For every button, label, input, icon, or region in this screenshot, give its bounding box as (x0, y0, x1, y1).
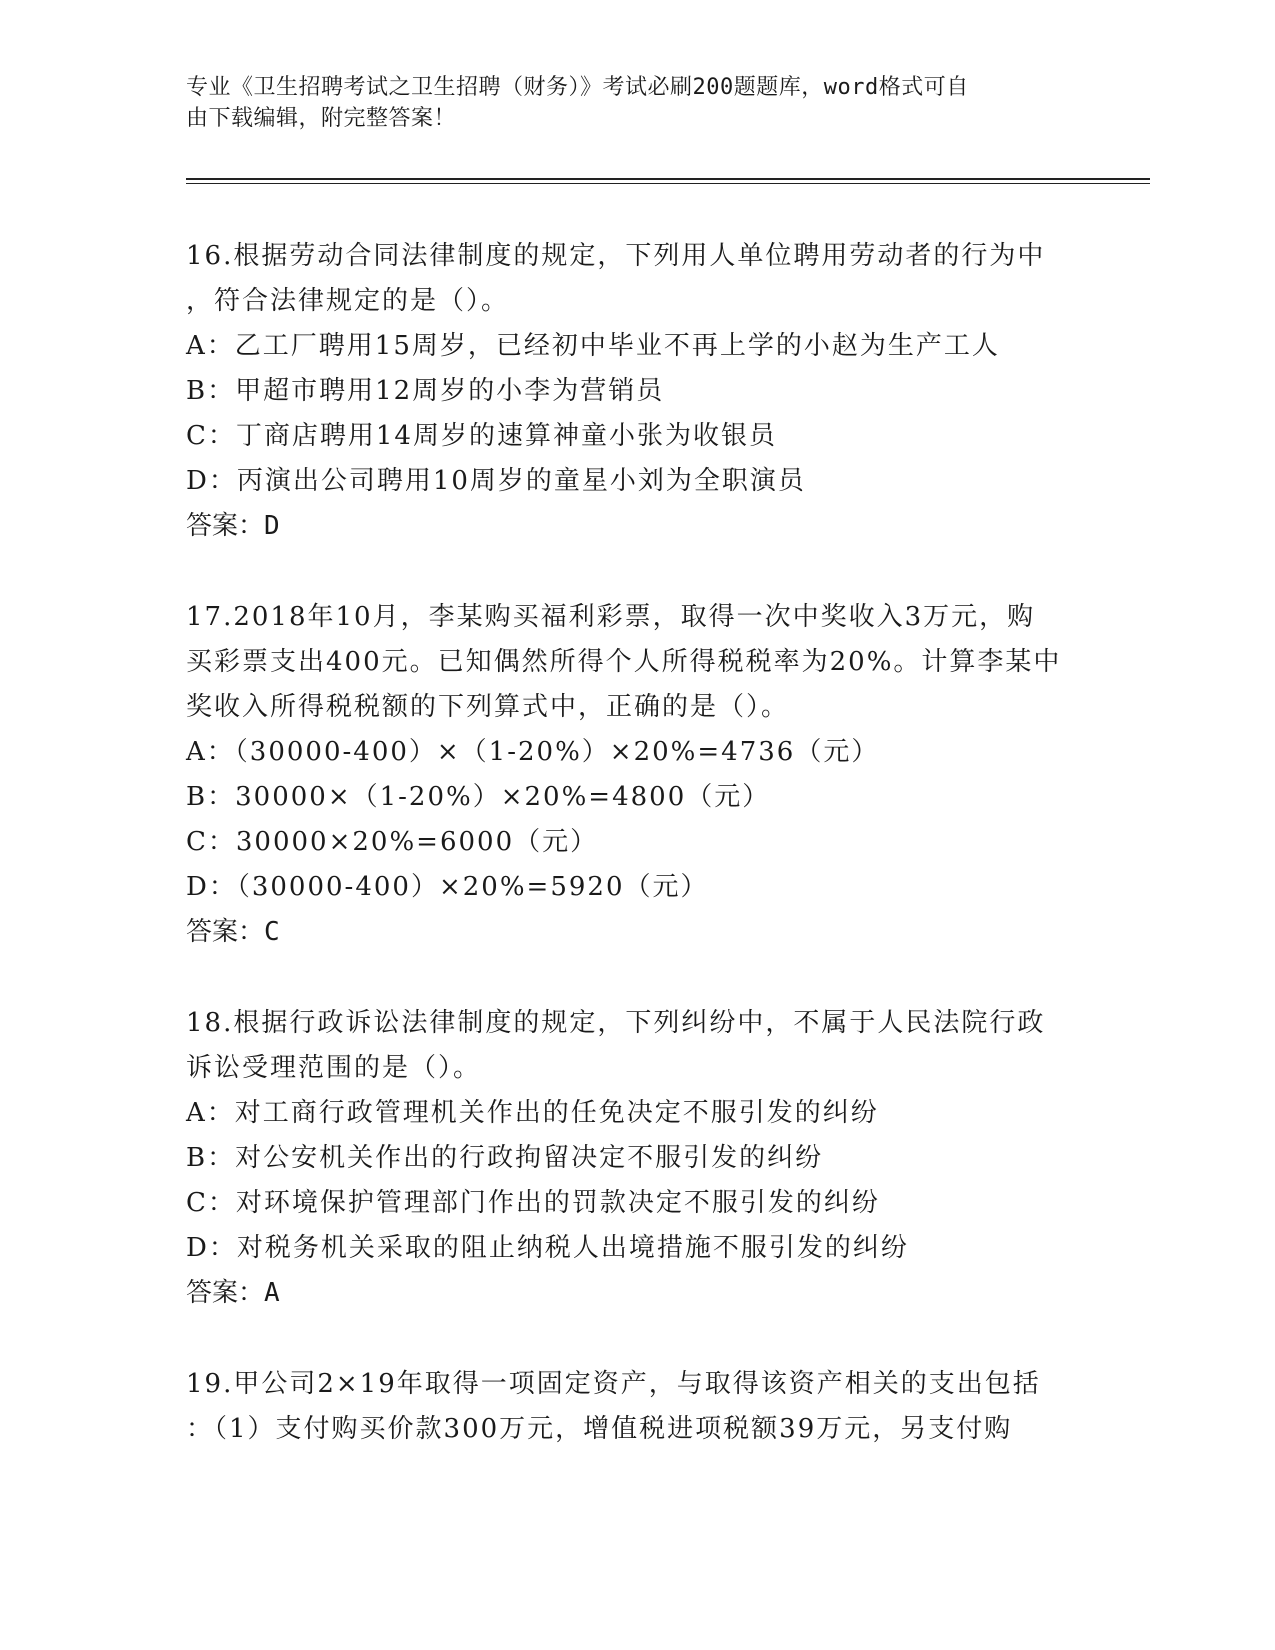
option-a: A：对工商行政管理机关作出的任免决定不服引发的纠纷 (186, 1098, 879, 1128)
option-c: C：丁商店聘用14周岁的速算神童小张为收银员 (186, 421, 777, 451)
option-d: D：（30000-400）×20%=5920（元） (186, 872, 709, 902)
question-stem: 18.根据行政诉讼法律制度的规定，下列纠纷中，不属于人民法院行政 (186, 1008, 1046, 1038)
question-stem: 买彩票支出400元。已知偶然所得个人所得税税率为20%。计算李某中 (186, 647, 1062, 677)
question-stem: 17.2018年10月，李某购买福利彩票，取得一次中奖收入3万元，购 (186, 602, 1036, 632)
option-c: C：对环境保护管理部门作出的罚款决定不服引发的纠纷 (186, 1188, 880, 1218)
answer-label: 答案： (186, 511, 265, 541)
option-a: A：（30000-400）×（1-20%）×20%=4736（元） (186, 737, 880, 767)
header-line-2: 由下载编辑，附完整答案！ (186, 106, 457, 131)
option-d: D：对税务机关采取的阻止纳税人出境措施不服引发的纠纷 (186, 1233, 909, 1263)
option-a: A：乙工厂聘用15周岁，已经初中毕业不再上学的小赵为生产工人 (186, 331, 1000, 361)
answer-line (186, 910, 1086, 955)
option-c: C：30000×20%=6000（元） (186, 827, 599, 857)
question-stem: 19.甲公司2×19年取得一项固定资产，与取得该资产相关的支出包括 (186, 1369, 1041, 1399)
option-d: D：丙演出公司聘用10周岁的童星小刘为全职演员 (186, 466, 806, 496)
question-list (186, 234, 1086, 1498)
answer-label: 答案： (186, 1278, 265, 1308)
answer-line (186, 504, 1086, 549)
question-stem: 奖收入所得税税额的下列算式中，正确的是（）。 (186, 692, 790, 722)
question-stem: ：（1）支付购买价款300万元，增值税进项税额39万元，另支付购 (186, 1414, 1013, 1444)
answer-value: D (264, 511, 280, 541)
question-stem: 诉讼受理范围的是（）。 (186, 1053, 482, 1083)
answer-label: 答案： (186, 917, 265, 947)
answer-line (186, 1271, 1086, 1316)
question-stem: ，符合法律规定的是（）。 (186, 286, 510, 316)
option-b: B：30000×（1-20%）×20%=4800（元） (186, 782, 771, 812)
question-16 (186, 234, 1086, 549)
question-18 (186, 1001, 1086, 1316)
option-b: B：对公安机关作出的行政拘留决定不服引发的纠纷 (186, 1143, 824, 1173)
header-line-1: 专业《卫生招聘考试之卫生招聘（财务）》考试必刷200题题库，word格式可自 (186, 75, 969, 100)
document-header (186, 72, 1066, 134)
option-b: B：甲超市聘用12周岁的小李为营销员 (186, 376, 665, 406)
answer-value: A (264, 1278, 280, 1308)
answer-value: C (264, 917, 280, 947)
question-17 (186, 595, 1086, 955)
header-divider-thin (186, 183, 1150, 184)
question-stem: 16.根据劳动合同法律制度的规定，下列用人单位聘用劳动者的行为中 (186, 241, 1046, 271)
question-19 (186, 1362, 1086, 1452)
header-divider-thick (186, 178, 1150, 180)
